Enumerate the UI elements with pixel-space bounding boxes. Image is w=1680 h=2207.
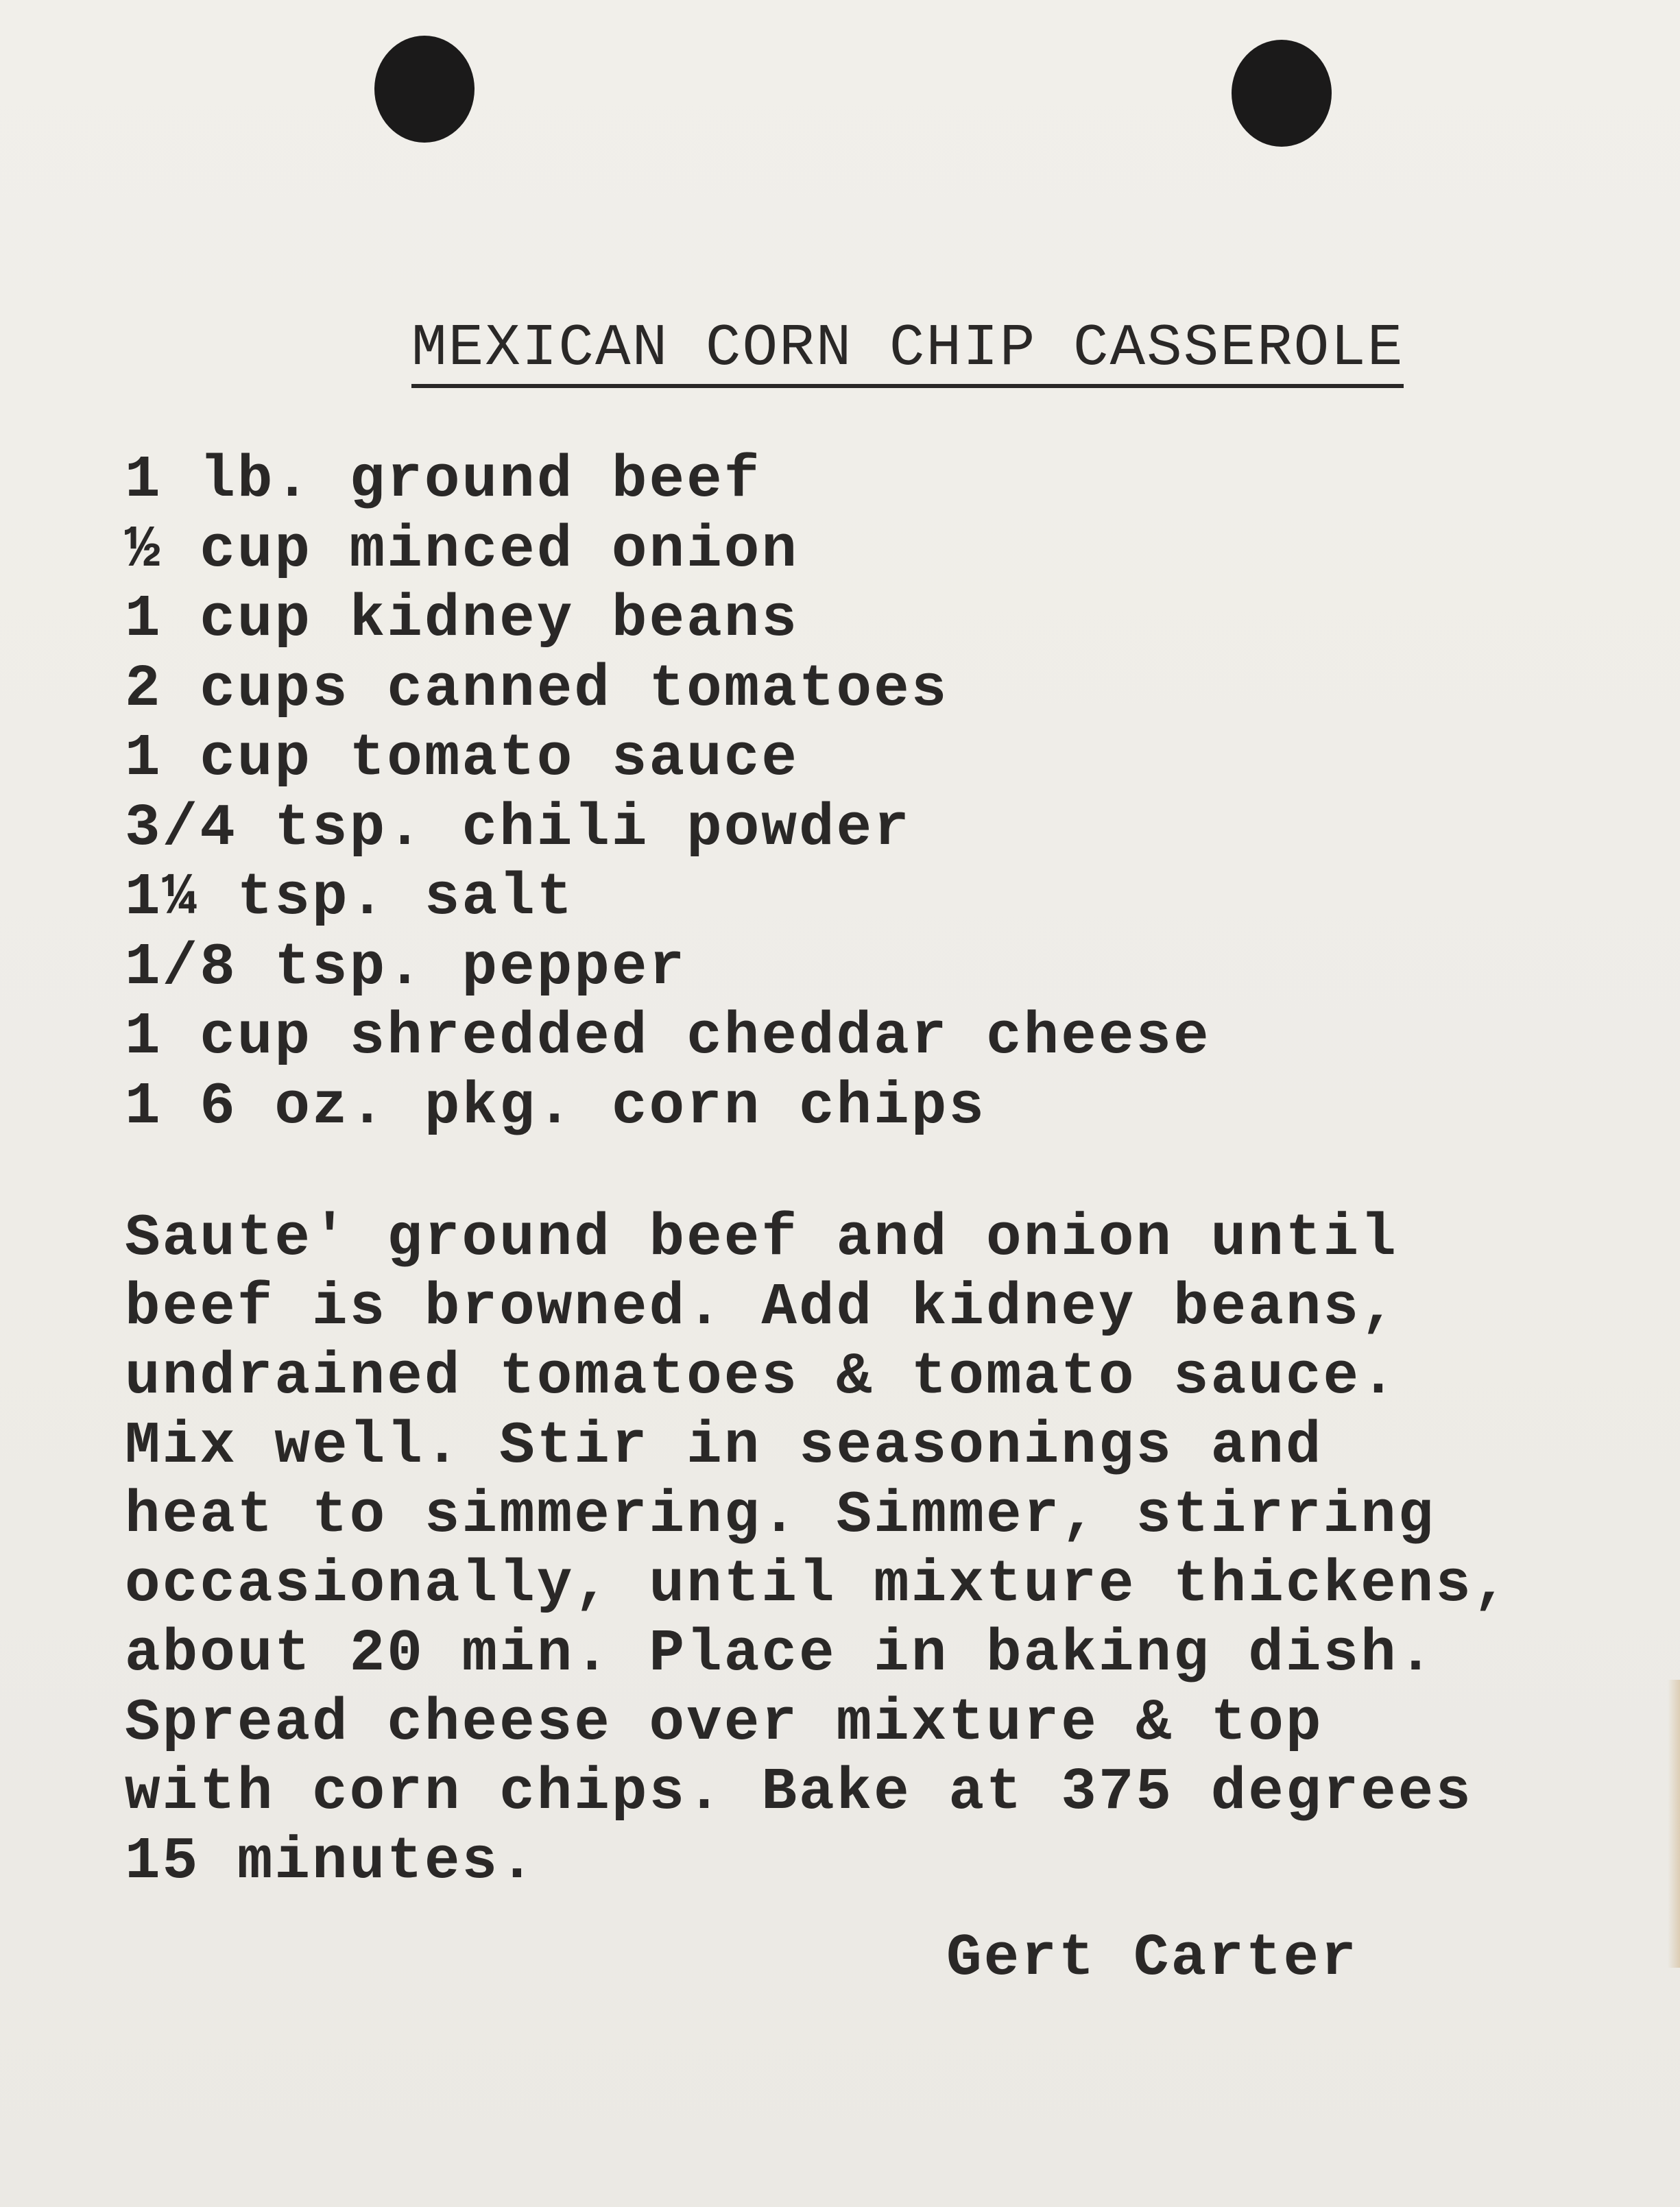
- recipe-author: Gert Carter: [946, 1925, 1358, 1992]
- directions-line: Spread cheese over mixture & top: [125, 1689, 1323, 1757]
- directions-line: heat to simmering. Simmer, stirring: [125, 1482, 1436, 1549]
- ingredient-item: 1 6 oz. pkg. corn chips: [125, 1072, 986, 1140]
- directions-line: occasionally, until mixture thickens,: [125, 1551, 1511, 1618]
- ingredient-item: 1 lb. ground beef: [125, 446, 762, 514]
- recipe-title: MEXICAN CORN CHIP CASSEROLE: [411, 314, 1404, 388]
- page-edge-stain: [1668, 1680, 1680, 1968]
- recipe-directions: [125, 1204, 1511, 1896]
- ingredient-item: 1 cup shredded cheddar cheese: [125, 1003, 1211, 1070]
- ingredient-item: 1¼ tsp. salt: [125, 864, 575, 931]
- ingredient-item: 1/8 tsp. pepper: [125, 933, 687, 1001]
- ingredient-item: 1 cup tomato sauce: [125, 725, 799, 792]
- directions-line: 15 minutes.: [125, 1828, 537, 1895]
- punch-hole-left: [374, 36, 475, 143]
- ingredient-item: ½ cup minced onion: [125, 516, 799, 583]
- ingredient-item: 3/4 tsp. chili powder: [125, 794, 911, 862]
- ingredient-item: 1 cup kidney beans: [125, 586, 799, 653]
- directions-line: about 20 min. Place in baking dish.: [125, 1620, 1436, 1687]
- directions-line: with corn chips. Bake at 375 degrees: [125, 1759, 1473, 1826]
- punch-hole-right: [1232, 40, 1332, 147]
- directions-line: undrained tomatoes & tomato sauce.: [125, 1343, 1398, 1410]
- ingredient-list: [125, 446, 1211, 1142]
- directions-line: Saute' ground beef and onion until: [125, 1205, 1398, 1272]
- ingredient-item: 2 cups canned tomatoes: [125, 655, 949, 723]
- directions-line: beef is browned. Add kidney beans,: [125, 1274, 1398, 1341]
- directions-line: Mix well. Stir in seasonings and: [125, 1412, 1323, 1480]
